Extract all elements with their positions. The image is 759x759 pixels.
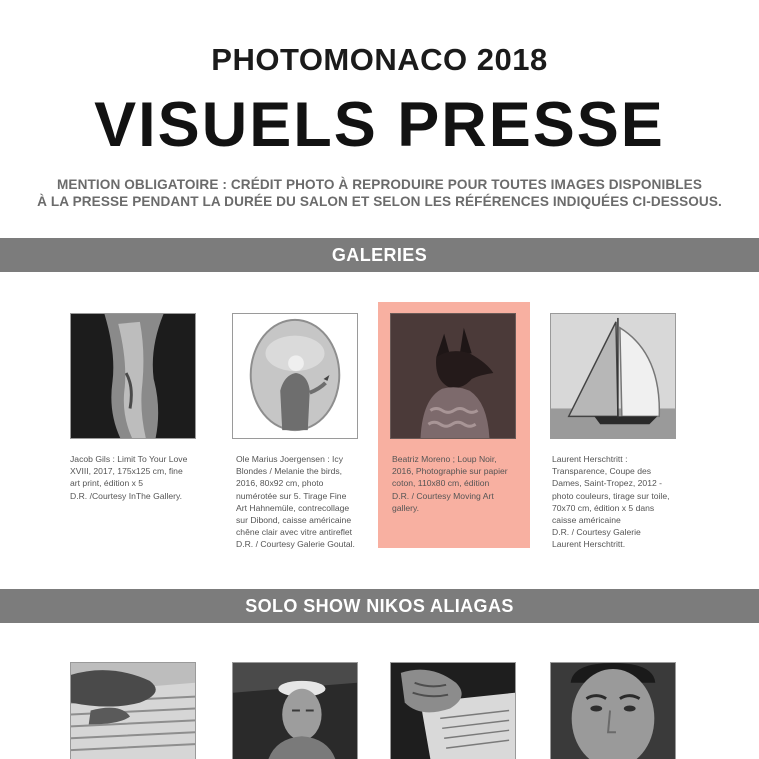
photo-thumbnail-solo-3[interactable] <box>390 662 516 759</box>
mandatory-notice <box>0 176 759 210</box>
caption-line: XVIII, 2017, 175x125 cm, fine <box>70 466 183 477</box>
wolf-head-figure-photo <box>391 314 515 438</box>
caption-line: 2016, Photographie sur papier <box>392 466 508 477</box>
weaving-hands-photo <box>71 663 195 759</box>
caption-line: Dames, Saint-Tropez, 2012 - <box>552 478 663 489</box>
caption-beatriz-moreno <box>392 453 532 514</box>
caption-line: sur Dibond, caisse américaine <box>236 515 352 526</box>
caption-line: Transparence, Coupe des <box>552 466 652 477</box>
event-subtitle: PHOTOMONACO 2018 <box>211 42 548 77</box>
photo-thumbnail-laurent-herschtritt[interactable] <box>550 313 676 439</box>
nude-back-photo <box>71 314 195 438</box>
sailboat-photo <box>551 314 675 438</box>
caption-line: Art Hahnemüle, contrecollage <box>236 502 350 513</box>
caption-line: Blondes / Melanie the birds, <box>236 466 343 477</box>
young-man-portrait-photo <box>551 663 675 759</box>
page-title: VISUELS PRESSE <box>94 90 665 160</box>
caption-line: 70x70 cm, édition x 5 dans <box>552 502 655 513</box>
photo-thumbnail-jacob-gils[interactable] <box>70 313 196 439</box>
caption-line: D.R. / Courtesy Moving Art <box>392 490 494 501</box>
caption-line: 2016, 80x92 cm, photo <box>236 478 324 489</box>
photo-thumbnail-ole-marius-joergensen[interactable] <box>232 313 358 439</box>
photo-thumbnail-solo-2[interactable] <box>232 662 358 759</box>
section-header-galeries: GALERIES <box>0 238 759 272</box>
notice-line-1: MENTION OBLIGATOIRE : CRÉDIT PHOTO À REPRODUIRE POUR TOUTES IMAGES DISPONIBLES <box>57 177 702 192</box>
photo-thumbnail-solo-4[interactable] <box>550 662 676 759</box>
oval-woman-birds-photo <box>233 314 357 438</box>
caption-line: caisse américaine <box>552 515 621 526</box>
notice-line-2: À LA PRESSE PENDANT LA DURÉE DU SALON ET SELON LES RÉFÉRENCES INDIQUÉES CI-DESSOUS. <box>37 194 722 209</box>
caption-line: Laurent Herschtritt. <box>552 539 626 550</box>
caption-laurent-herschtritt <box>552 453 692 551</box>
caption-line: photo couleurs, tirage sur toile, <box>552 490 670 501</box>
caption-ole-marius-joergensen <box>236 453 376 551</box>
photo-thumbnail-solo-1[interactable] <box>70 662 196 759</box>
section-header-solo-show: SOLO SHOW NIKOS ALIAGAS <box>0 589 759 623</box>
caption-line: Ole Marius Joergensen : Icy <box>236 454 343 464</box>
caption-line: chêne clair avec vitre antireflet <box>236 527 353 538</box>
caption-line: D.R. /Courtesy InThe Gallery. <box>70 490 183 501</box>
caption-line: D.R. / Courtesy Galerie Goutal. <box>236 539 355 550</box>
old-hands-writing-photo <box>391 663 515 759</box>
caption-line: numérotée sur 5. Tirage Fine <box>236 490 347 501</box>
caption-line: gallery. <box>392 502 420 513</box>
caption-line: art print, édition x 5 <box>70 478 144 489</box>
caption-line: coton, 110x80 cm, édition <box>392 478 490 489</box>
caption-line: Jacob Gils : Limit To Your Love <box>70 454 188 464</box>
man-in-car-photo <box>233 663 357 759</box>
caption-line: D.R. / Courtesy Galerie <box>552 527 641 538</box>
caption-line: Beatriz Moreno ; Loup Noir, <box>392 454 497 464</box>
caption-jacob-gils <box>70 453 210 502</box>
photo-thumbnail-beatriz-moreno[interactable] <box>390 313 516 439</box>
caption-line: Laurent Herschtritt : <box>552 454 628 464</box>
